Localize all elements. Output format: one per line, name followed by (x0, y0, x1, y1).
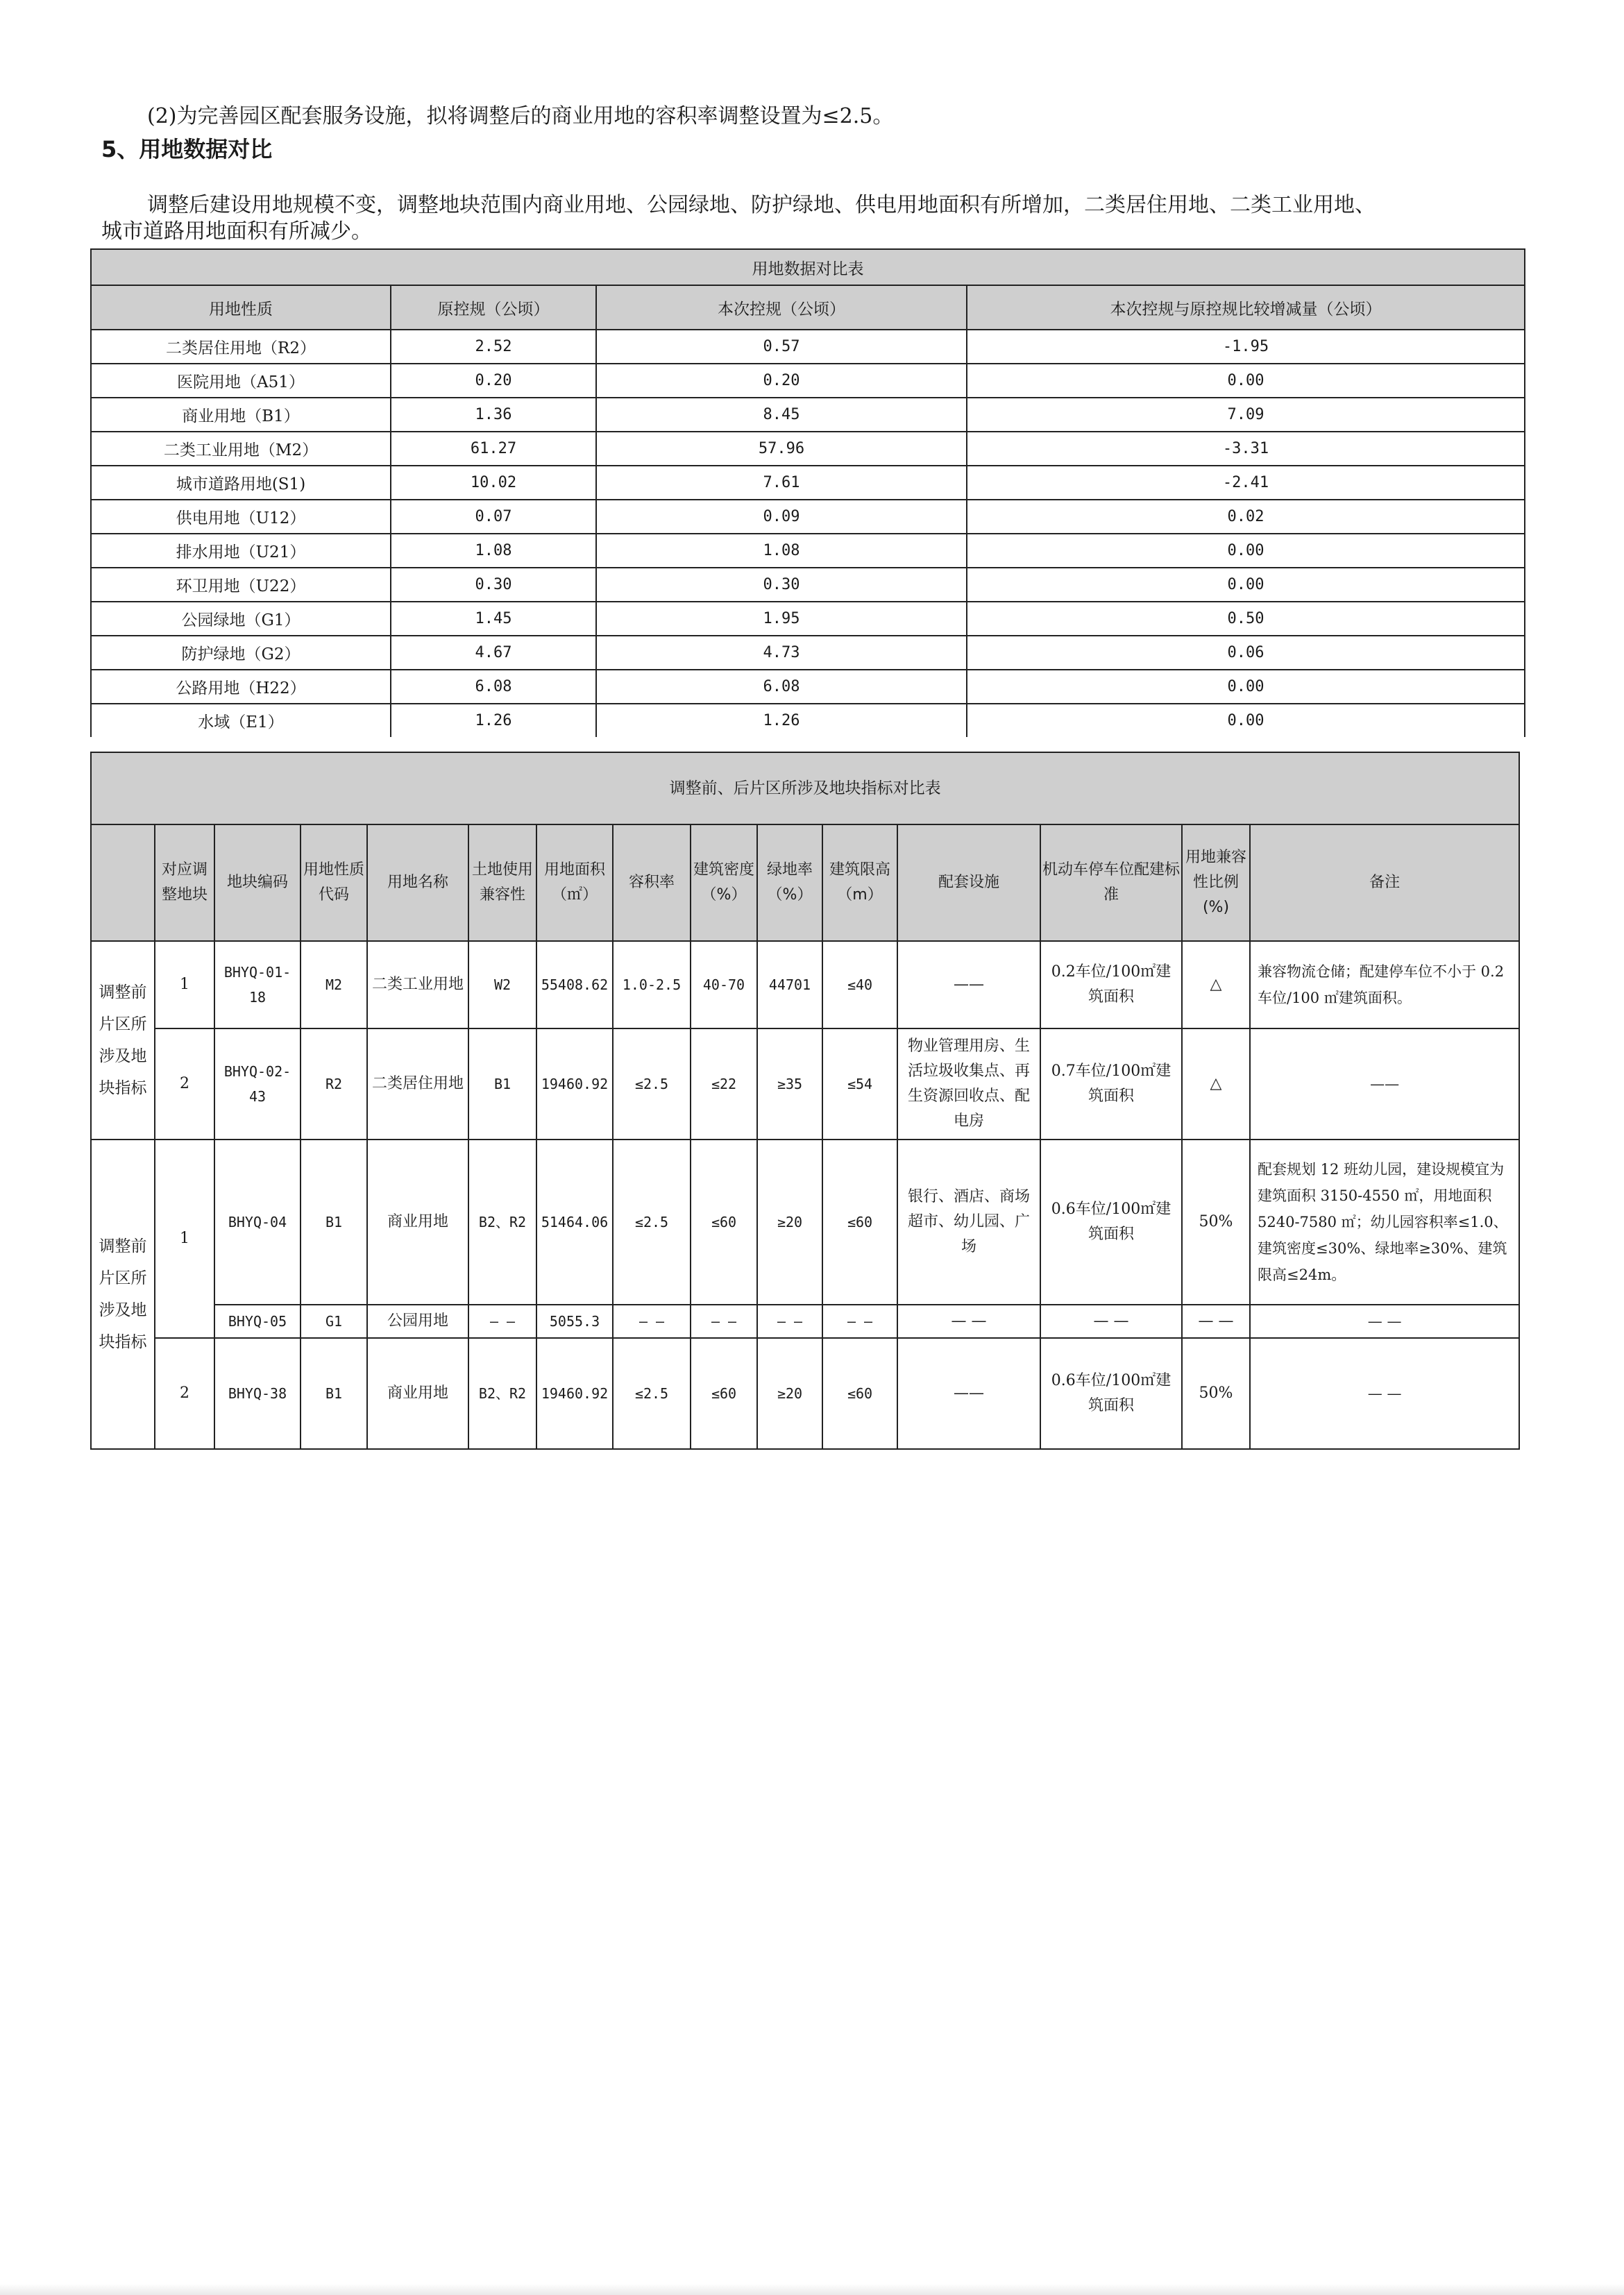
table2-row (91, 1028, 1519, 1140)
table1-row (91, 670, 1525, 704)
table1-cell-current: 0.57 (596, 330, 967, 364)
table1-cell-current: 57.96 (596, 432, 967, 466)
table2-cell-nature: B1 (301, 1338, 367, 1449)
table2-cell-compat: B2、R2 (468, 1338, 536, 1449)
table2-cell-far: ≤2.5 (613, 1140, 691, 1305)
table2-row (91, 1338, 1519, 1449)
land-data-comparison-table (90, 248, 1525, 737)
table1-cell-original: 61.27 (391, 432, 596, 466)
table2-cell-note: — — (1250, 1305, 1519, 1338)
table2-cell-height: ≤54 (822, 1028, 897, 1140)
table2-cell-idx: 2 (155, 1338, 214, 1449)
table1-caption: 用地数据对比表 (91, 249, 1525, 285)
table1-cell-original: 1.45 (391, 602, 596, 636)
table2-cell-idx: 2 (155, 1028, 214, 1140)
table2-header-density: 建筑密度（%） (691, 824, 757, 941)
table1-cell-nature: 二类工业用地（M2） (91, 432, 391, 466)
table2-cell-code: BHYQ-38 (214, 1338, 301, 1449)
paragraph-summary-line2: 城市道路用地面积有所减少。 (101, 219, 372, 244)
table2-cell-code: BHYQ-05 (214, 1305, 301, 1338)
table2-cell-note: 兼容物流仓储；配建停车位不小于 0.2 车位/100 ㎡建筑面积。 (1250, 941, 1519, 1028)
table1-cell-change: 0.00 (967, 670, 1525, 704)
table2-cell-far: ≤2.5 (613, 1028, 691, 1140)
table2-cell-density: ≤60 (691, 1140, 757, 1305)
table2-cell-nature: R2 (301, 1028, 367, 1140)
table2-header-far: 容积率 (613, 824, 691, 941)
table2-header-parking: 机动车停车位配建标准 (1040, 824, 1182, 941)
table2-cell-far: — — (613, 1305, 691, 1338)
table2-cell-facility: — — (897, 1305, 1040, 1338)
table2-header-area: 用地面积（㎡） (536, 824, 613, 941)
table2-cell-code: BHYQ-04 (214, 1140, 301, 1305)
table1-cell-change: 0.00 (967, 534, 1525, 568)
table2-cell-green: ≥35 (757, 1028, 822, 1140)
table2-cell-density: — — (691, 1305, 757, 1338)
table2-cell-parking: 0.7车位/100㎡建筑面积 (1040, 1028, 1182, 1140)
table2-cell-compat: W2 (468, 941, 536, 1028)
table1-cell-change: 0.50 (967, 602, 1525, 636)
table1-cell-current: 0.09 (596, 500, 967, 534)
table1-cell-change: 7.09 (967, 398, 1525, 432)
table2-header-adjust-plot: 对应调整地块 (155, 824, 214, 941)
table1-cell-current: 8.45 (596, 398, 967, 432)
table1-cell-current: 1.08 (596, 534, 967, 568)
table1-row (91, 636, 1525, 670)
table2-cell-height: ≤60 (822, 1140, 897, 1305)
table1-row (91, 330, 1525, 364)
table1-header-original: 原控规（公顷） (391, 285, 596, 330)
table1-cell-original: 0.30 (391, 568, 596, 602)
table2-cell-note: — — (1250, 1338, 1519, 1449)
table1-cell-current: 7.61 (596, 466, 967, 500)
table2-cell-density: 40-70 (691, 941, 757, 1028)
table1-cell-current: 4.73 (596, 636, 967, 670)
table2-cell-name: 商业用地 (367, 1338, 468, 1449)
table1-cell-original: 1.08 (391, 534, 596, 568)
table2-cell-code: BHYQ-01-18 (214, 941, 301, 1028)
table1-cell-nature: 排水用地（U21） (91, 534, 391, 568)
table2-cell-ratio: 50% (1182, 1338, 1250, 1449)
table1-cell-current: 0.30 (596, 568, 967, 602)
table1-cell-original: 6.08 (391, 670, 596, 704)
table1-cell-change: -1.95 (967, 330, 1525, 364)
table2-cell-idx: 1 (155, 941, 214, 1028)
table2-cell-green: 44701 (757, 941, 822, 1028)
table1-cell-change: 0.00 (967, 568, 1525, 602)
table1-cell-current: 6.08 (596, 670, 967, 704)
table1-cell-nature: 供电用地（U12） (91, 500, 391, 534)
table2-cell-name: 公园用地 (367, 1305, 468, 1338)
scan-bottom-edge (0, 2284, 1624, 2295)
table1-cell-change: -3.31 (967, 432, 1525, 466)
table2-cell-name: 二类工业用地 (367, 941, 468, 1028)
table1-cell-nature: 商业用地（B1） (91, 398, 391, 432)
table1-row (91, 568, 1525, 602)
table2-cell-height: — — (822, 1305, 897, 1338)
table1-cell-change: 0.06 (967, 636, 1525, 670)
table2-header-ratio: 用地兼容性比例(%) (1182, 824, 1250, 941)
table2-cell-nature: M2 (301, 941, 367, 1028)
table2-cell-height: ≤60 (822, 1338, 897, 1449)
table2-cell-area: 19460.92 (536, 1338, 613, 1449)
table2-cell-ratio: △ (1182, 1028, 1250, 1140)
table1-row (91, 534, 1525, 568)
table1-row (91, 500, 1525, 534)
table2-cell-name: 二类居住用地 (367, 1028, 468, 1140)
table2-cell-area: 19460.92 (536, 1028, 613, 1140)
table1-cell-current: 0.20 (596, 364, 967, 398)
table1-cell-nature: 防护绿地（G2） (91, 636, 391, 670)
table1-header-nature: 用地性质 (91, 285, 391, 330)
table1-cell-original: 2.52 (391, 330, 596, 364)
table2-cell-area: 55408.62 (536, 941, 613, 1028)
table1-cell-current: 1.95 (596, 602, 967, 636)
table2-cell-ratio: △ (1182, 941, 1250, 1028)
table2-cell-green: — — (757, 1305, 822, 1338)
table1-cell-nature: 城市道路用地(S1) (91, 466, 391, 500)
table2-header-land-name: 用地名称 (367, 824, 468, 941)
table1-cell-nature: 公园绿地（G1） (91, 602, 391, 636)
table2-cell-density: ≤60 (691, 1338, 757, 1449)
table2-row (91, 1305, 1519, 1338)
table1-cell-change: 0.00 (967, 704, 1525, 737)
table1-cell-change: 0.02 (967, 500, 1525, 534)
table1-cell-original: 0.20 (391, 364, 596, 398)
table2-row (91, 941, 1519, 1028)
table1-cell-nature: 环卫用地（U22） (91, 568, 391, 602)
table2-cell-facility: 银行、酒店、商场超市、幼儿园、广场 (897, 1140, 1040, 1305)
table2-cell-idx: 1 (155, 1140, 214, 1338)
table2-header-note: 备注 (1250, 824, 1519, 941)
table2-header-plot-code: 地块编码 (214, 824, 301, 941)
table1-cell-original: 10.02 (391, 466, 596, 500)
table2-cell-facility: —— (897, 941, 1040, 1028)
table1-cell-nature: 医院用地（A51） (91, 364, 391, 398)
table2-cell-ratio: 50% (1182, 1140, 1250, 1305)
table2-cell-note: —— (1250, 1028, 1519, 1140)
table1-cell-original: 4.67 (391, 636, 596, 670)
table2-header-green: 绿地率（%） (757, 824, 822, 941)
table2-cell-green: ≥20 (757, 1140, 822, 1305)
table1-row (91, 364, 1525, 398)
table1-cell-current: 1.26 (596, 704, 967, 737)
table2-cell-ratio: — — (1182, 1305, 1250, 1338)
table1-cell-original: 1.36 (391, 398, 596, 432)
table2-cell-parking: — — (1040, 1305, 1182, 1338)
table2-cell-green: ≥20 (757, 1338, 822, 1449)
table2-cell-area: 5055.3 (536, 1305, 613, 1338)
table2-cell-code: BHYQ-02-43 (214, 1028, 301, 1140)
table2-cell-height: ≤40 (822, 941, 897, 1028)
table2-cell-parking: 0.6车位/100㎡建筑面积 (1040, 1140, 1182, 1305)
table1-header-change: 本次控规与原控规比较增减量（公顷） (967, 285, 1525, 330)
table2-header-nature-code: 用地性质代码 (301, 824, 367, 941)
table2-cell-parking: 0.6车位/100㎡建筑面积 (1040, 1338, 1182, 1449)
table2-row (91, 1140, 1519, 1305)
table2-cell-facility: 物业管理用房、生活垃圾收集点、再生资源回收点、配电房 (897, 1028, 1040, 1140)
table1-row (91, 398, 1525, 432)
table2-cell-compat: B1 (468, 1028, 536, 1140)
paragraph-far-adjustment: (2)为完善园区配套服务设施，拟将调整后的商业用地的容积率调整设置为≤2.5。 (147, 104, 894, 128)
table2-cell-density: ≤22 (691, 1028, 757, 1140)
table1-row (91, 704, 1525, 737)
table2-cell-nature: G1 (301, 1305, 367, 1338)
table2-cell-compat: — — (468, 1305, 536, 1338)
table1-cell-original: 0.07 (391, 500, 596, 534)
table2-cell-far: 1.0-2.5 (613, 941, 691, 1028)
table1-row (91, 432, 1525, 466)
table2-caption: 调整前、后片区所涉及地块指标对比表 (91, 752, 1519, 824)
table1-header-current: 本次控规（公顷） (596, 285, 967, 330)
table2-cell-compat: B2、R2 (468, 1140, 536, 1305)
table1-cell-change: -2.41 (967, 466, 1525, 500)
table1-cell-nature: 公路用地（H22） (91, 670, 391, 704)
table2-cell-nature: B1 (301, 1140, 367, 1305)
group-label-after: 调整前片区所涉及地块指标 (91, 1140, 155, 1449)
table1-row (91, 602, 1525, 636)
table2-cell-parking: 0.2车位/100㎡建筑面积 (1040, 941, 1182, 1028)
table2-header-facility: 配套设施 (897, 824, 1040, 941)
table2-cell-facility: —— (897, 1338, 1040, 1449)
table2-header-compat: 土地使用兼容性 (468, 824, 536, 941)
table2-header-height: 建筑限高（m） (822, 824, 897, 941)
section-heading-land-data: 5、用地数据对比 (101, 136, 273, 162)
table1-cell-nature: 二类居住用地（R2） (91, 330, 391, 364)
paragraph-summary-line1: 调整后建设用地规模不变，调整地块范围内商业用地、公园绿地、防护绿地、供电用地面积有所增加，二类居住用地、二类工业用地、 (147, 193, 1376, 217)
table1-cell-change: 0.00 (967, 364, 1525, 398)
table2-cell-far: ≤2.5 (613, 1338, 691, 1449)
plot-index-comparison-table (90, 752, 1520, 1450)
table1-cell-nature: 水域（E1） (91, 704, 391, 737)
table2-header-blank (91, 824, 155, 941)
table2-cell-note: 配套规划 12 班幼儿园，建设规模宜为建筑面积 3150-4550 ㎡，用地面积 5240-7580 ㎡；幼儿园容积率≤1.0、建筑密度≤30%、绿地率≥30%、建筑限高≤24m。 (1250, 1140, 1519, 1305)
table2-cell-name: 商业用地 (367, 1140, 468, 1305)
table1-row (91, 466, 1525, 500)
table2-cell-area: 51464.06 (536, 1140, 613, 1305)
group-label-before: 调整前片区所涉及地块指标 (91, 941, 155, 1140)
table1-cell-original: 1.26 (391, 704, 596, 737)
